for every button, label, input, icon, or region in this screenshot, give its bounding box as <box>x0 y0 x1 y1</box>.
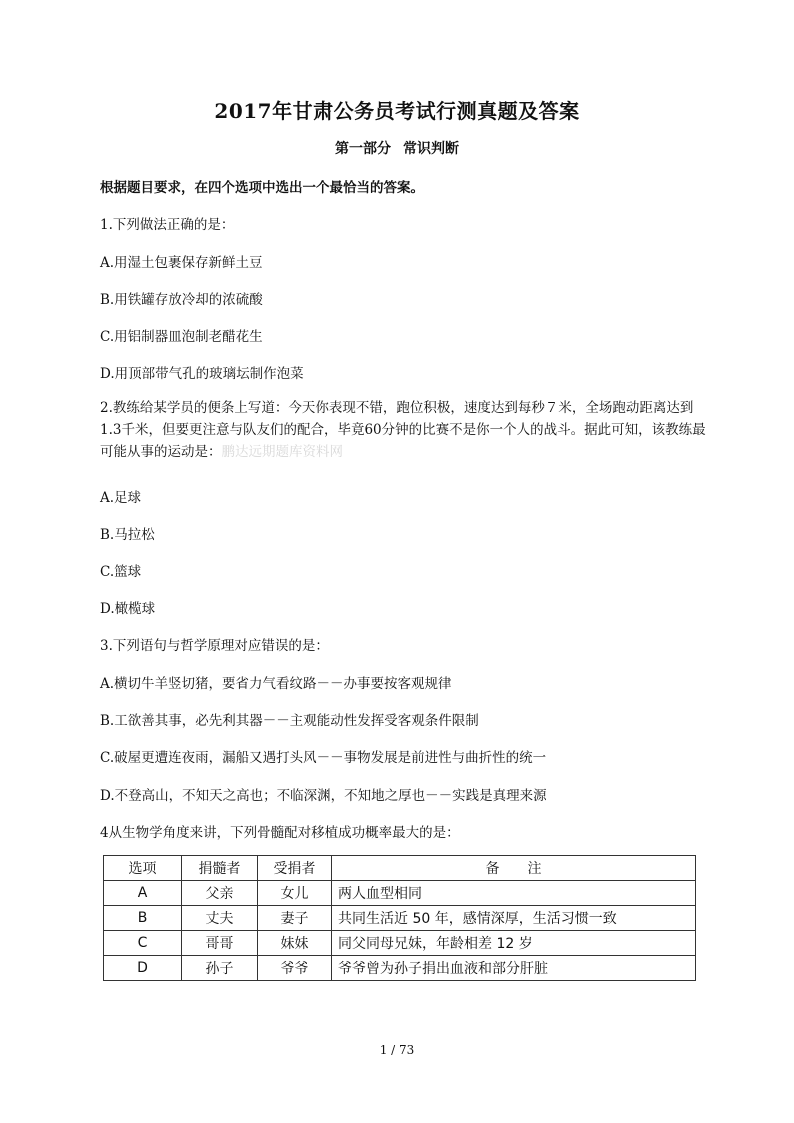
question-1-option-a: A.用湿土包裹保存新鲜土豆 <box>100 255 263 271</box>
table-cell: D <box>104 956 182 981</box>
section-part: 第一部分 <box>335 141 391 157</box>
instruction-text: 根据题目要求，在四个选项中选出一个最恰当的答案。 <box>100 180 424 196</box>
question-2-option-b: B.马拉松 <box>100 527 155 543</box>
page-title: 2017年甘肃公务员考试行测真题及答案 <box>214 99 580 123</box>
table-cell: 妻子 <box>258 906 332 931</box>
table-cell: C <box>104 931 182 956</box>
question-1-option-c: C.用铝制器皿泡制老醋花生 <box>100 329 263 345</box>
table-cell: 爷爷曾为孙子捐出血液和部分肝脏 <box>332 956 696 981</box>
table-cell: 共同生活近 50 年，感情深厚，生活习惯一致 <box>332 906 696 931</box>
table-row <box>104 881 696 906</box>
table-row <box>104 956 696 981</box>
question-3-option-c: C.破屋更遭连夜雨，漏船又遇打头风－－事物发展是前进性与曲折性的统一 <box>100 750 547 766</box>
question-2-option-d: D.橄榄球 <box>100 601 156 617</box>
table-cell: 妹妹 <box>258 931 332 956</box>
table-cell: 爷爷 <box>258 956 332 981</box>
question-3-option-d: D.不登高山，不知天之高也；不临深渊，不知地之厚也－－实践是真理来源 <box>100 788 547 804</box>
table-cell: 孙子 <box>182 956 258 981</box>
table-header-row <box>104 856 696 881</box>
question-2-option-a: A.足球 <box>100 490 142 506</box>
table-cell: 哥哥 <box>182 931 258 956</box>
table-header-donor: 捐髓者 <box>182 856 258 881</box>
question-2-stem: 2.教练给某学员的便条上写道：今天你表现不错，跑位积极，速度达到每秒７米，全场跑动距离达到1.3千米，但要更注意与队友们的配合，毕竟60分钟的比赛不是你一个人的战斗。据此可知，该教练最可能从事的运动是： <box>100 400 706 460</box>
page-number: 1 / 73 <box>379 1043 415 1057</box>
question-3-option-a: A.横切牛羊竖切猪，要省力气看纹路－－办事要按客观规律 <box>100 676 452 692</box>
table-cell: A <box>104 881 182 906</box>
question-3-stem: 3.下列语句与哲学原理对应错误的是： <box>100 638 329 654</box>
question-2-stem-block <box>100 397 712 463</box>
question-1-option-b: B.用铁罐存放冷却的浓硫酸 <box>100 292 263 308</box>
question-4-table <box>103 855 696 981</box>
table-cell: 同父同母兄妹，年龄相差 12 岁 <box>332 931 696 956</box>
table-header-option: 选项 <box>104 856 182 881</box>
question-4-stem: 4从生物学角度来讲，下列骨髓配对移植成功概率最大的是： <box>100 825 460 841</box>
question-2-option-c: C.篮球 <box>100 564 142 580</box>
question-1-option-d: D.用顶部带气孔的玻璃坛制作泡菜 <box>100 366 304 382</box>
table-cell: 父亲 <box>182 881 258 906</box>
table-header-recipient: 受捐者 <box>258 856 332 881</box>
table-cell: 丈夫 <box>182 906 258 931</box>
section-name: 常识判断 <box>403 141 459 157</box>
watermark-text: 鹏达远期题库资料网 <box>221 444 343 460</box>
question-3-option-b: B.工欲善其事，必先利其器－－主观能动性发挥受客观条件限制 <box>100 713 479 729</box>
table-cell: B <box>104 906 182 931</box>
question-1-stem: 1.下列做法正确的是： <box>100 217 235 233</box>
table-row <box>104 931 696 956</box>
table-cell: 女儿 <box>258 881 332 906</box>
table-cell: 两人血型相同 <box>332 881 696 906</box>
table-header-remarks: 备 注 <box>332 856 696 881</box>
section-heading <box>0 138 794 158</box>
table-row <box>104 906 696 931</box>
